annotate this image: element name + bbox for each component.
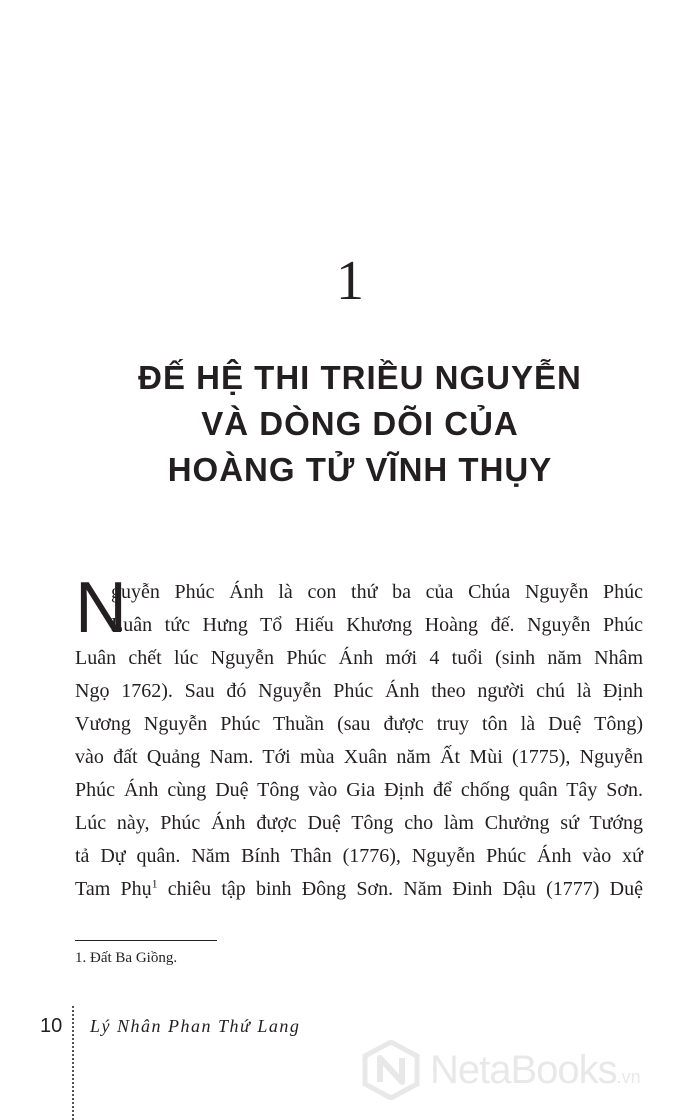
watermark-suffix: .vn <box>616 1067 641 1087</box>
dotted-margin-rule <box>72 1006 74 1120</box>
watermark <box>362 1040 692 1100</box>
body-line: Ngọ 1762). Sau đó Nguyễn Phúc Ánh theo người chú là Định <box>75 680 643 702</box>
chapter-number: 1 <box>336 250 364 312</box>
body-paragraph <box>75 568 643 906</box>
footnote: 1. Đất Ba Giồng. <box>75 950 178 966</box>
body-line: Vương Nguyễn Phúc Thuần (sau được truy tôn là Duệ Tông) <box>75 713 643 735</box>
body-line: Phúc Ánh cùng Duệ Tông vào Gia Định để chống quân Tây Sơn. <box>75 779 643 801</box>
footnote-reference[interactable]: 1 <box>151 876 158 891</box>
drop-cap: N <box>75 568 127 648</box>
page-number: 10 <box>40 1015 63 1037</box>
chapter-title-line: ĐẾ HỆ THI TRIỀU NGUYỄN <box>138 359 582 396</box>
body-line: Luân tức Hưng Tổ Hiếu Khương Hoàng đế. Nguyễn Phúc <box>111 614 643 636</box>
body-line-text: Tam Phụ <box>75 878 152 900</box>
body-line <box>75 873 643 906</box>
body-line: tả Dự quân. Năm Bính Thân (1776), Nguyễn Phúc Ánh vào xứ <box>75 845 643 867</box>
footnote-divider <box>75 940 217 941</box>
chapter-title <box>60 355 660 493</box>
chapter-title-line: VÀ DÒNG DÕI CỦA <box>201 405 519 442</box>
watermark-text <box>430 1048 641 1099</box>
running-author: Lý Nhân Phan Thứ Lang <box>90 1016 301 1036</box>
netabooks-logo-icon <box>362 1040 420 1100</box>
body-line: guyễn Phúc Ánh là con thứ ba của Chúa Nguyễn Phúc <box>111 581 643 603</box>
body-line: Lúc này, Phúc Ánh được Duệ Tông cho làm Chưởng sứ Tướng <box>75 812 643 834</box>
body-line: vào đất Quảng Nam. Tới mùa Xuân năm Ất Mùi (1775), Nguyễn <box>75 746 643 768</box>
watermark-brand: NetaBooks <box>430 1048 617 1092</box>
body-line: Luân chết lúc Nguyễn Phúc Ánh mới 4 tuổi (sinh năm Nhâm <box>75 647 643 669</box>
chapter-title-line: HOÀNG TỬ VĨNH THỤY <box>167 451 553 488</box>
body-line-text: chiêu tập binh Đông Sơn. Năm Đinh Dậu (1777) Duệ <box>157 878 643 900</box>
